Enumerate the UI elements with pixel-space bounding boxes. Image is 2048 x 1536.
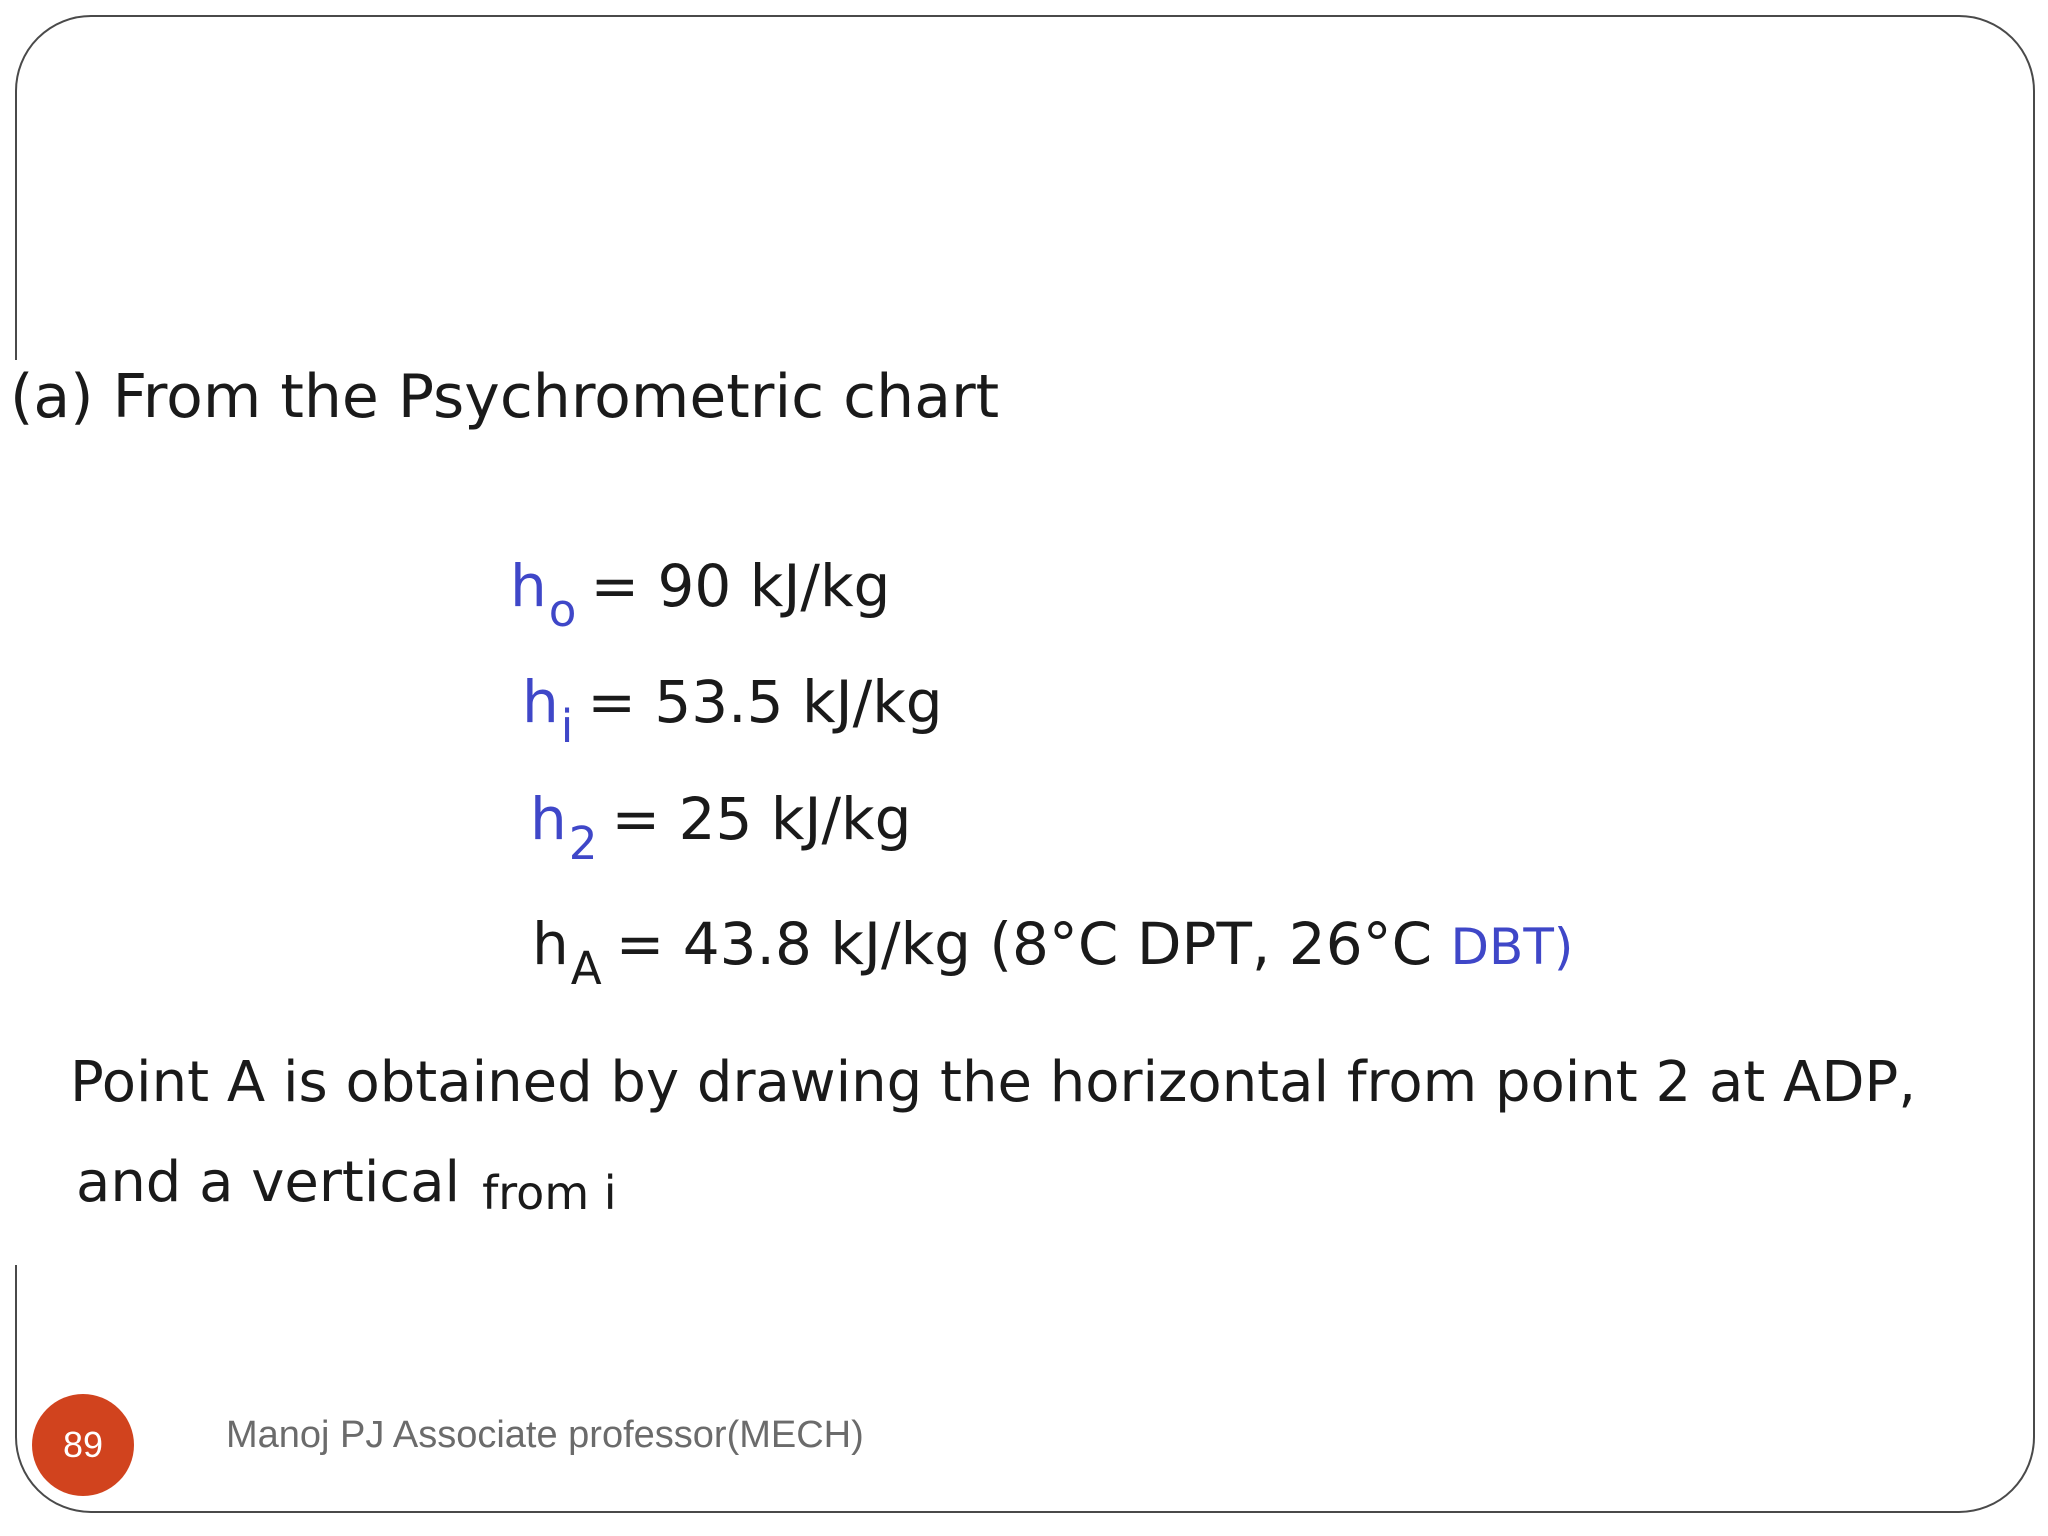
paragraph-line-1: Point A is obtained by drawing the horizontal from point 2 at ADP, (70, 1050, 1917, 1115)
paragraph-line-2-small-text: from i (482, 1166, 617, 1220)
frame-gap (0, 360, 40, 1265)
equation-note: DBT) (1450, 918, 1574, 976)
equation-symbol: h (532, 910, 569, 978)
slide-frame (15, 15, 2035, 1513)
paragraph-line-2 (76, 1150, 617, 1220)
equation-value: = 53.5 kJ/kg (587, 668, 943, 736)
equation-h-o (510, 552, 891, 638)
equation-h-2 (530, 785, 912, 871)
equation-symbol: h (510, 552, 547, 620)
paragraph-line-2-text: and a vertical (76, 1150, 461, 1215)
equation-symbol: h (522, 668, 559, 736)
equation-h-i (522, 668, 943, 754)
equation-value: = 25 kJ/kg (611, 785, 912, 853)
equation-subscript: A (570, 942, 602, 996)
page-number-badge: 89 (32, 1394, 134, 1496)
equation-value: = 90 kJ/kg (590, 552, 891, 620)
footer-author: Manoj PJ Associate professor(MECH) (226, 1414, 864, 1456)
equation-subscript: 2 (568, 817, 598, 871)
equation-value: = 43.8 kJ/kg (8°C DPT, 26°C (615, 910, 1433, 978)
equation-symbol: h (530, 785, 567, 853)
equation-subscript: o (548, 584, 577, 638)
slide-heading: (a) From the Psychrometric chart (10, 362, 1000, 432)
equation-subscript: i (560, 700, 574, 754)
equation-h-a (532, 910, 1574, 996)
